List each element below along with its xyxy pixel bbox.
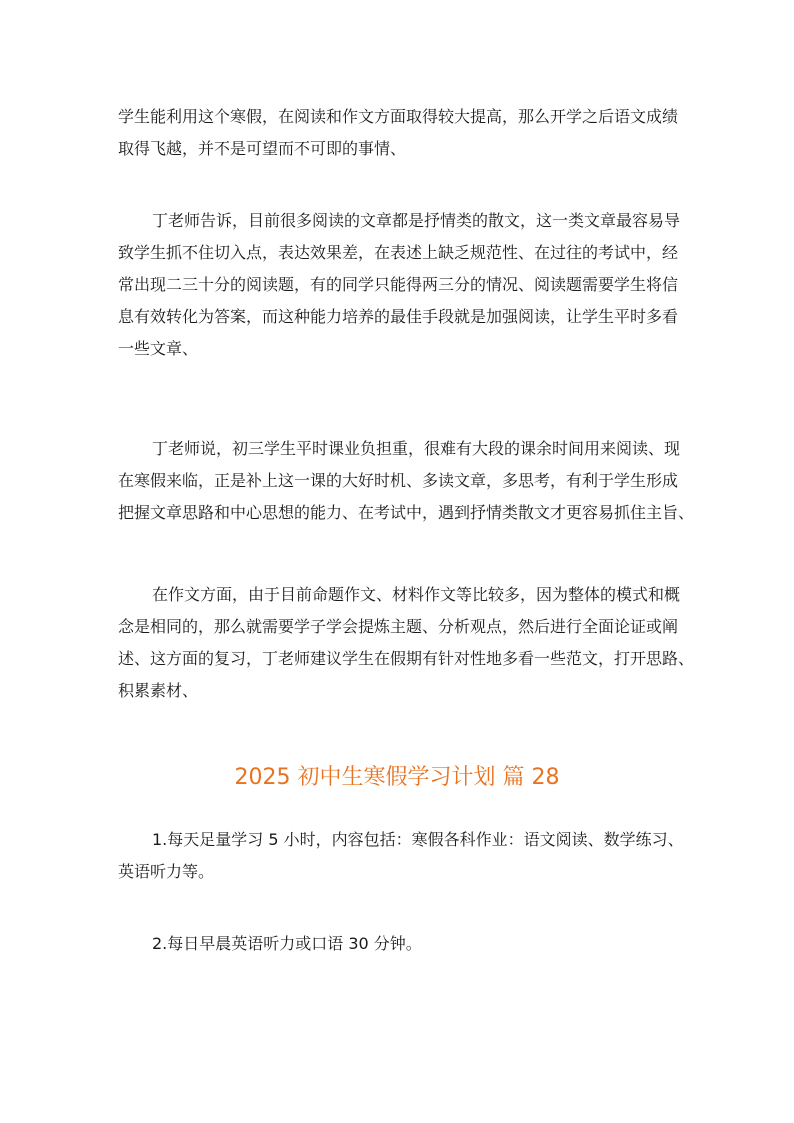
text-line: 在寒假来临，正是补上这一课的大好时机、多读文章，多思考，有利于学生形成 — [118, 471, 679, 490]
plan-item-1 — [118, 824, 684, 888]
text-line: 英语听力等。 — [118, 862, 215, 881]
text-line: 念是相同的，那么就需要学子学会提炼主题、分析观点，然后进行全面论证或阐 — [118, 617, 679, 636]
text-line: 丁老师告诉，目前很多阅读的文章都是抒情类的散文，这一类文章最容易导 — [152, 211, 681, 230]
text-line: 2.每日早晨英语听力或口语 30 分钟。 — [152, 934, 422, 953]
text-line: 息有效转化为答案，而这种能力培养的最佳手段就是加强阅读，让学生平时多看 — [118, 307, 679, 326]
paragraph-winter-break — [118, 433, 695, 529]
text-line: 1.每天足量学习 5 小时，内容包括：寒假各科作业：语文阅读、数学练习、 — [152, 830, 684, 849]
text-line: 致学生抓不住切入点，表达效果差，在表述上缺乏规范性、在过往的考试中，经 — [118, 243, 679, 262]
plan-item-2 — [118, 928, 680, 960]
text-line: 把握文章思路和中心思想的能力、在考试中，遇到抒情类散文才更容易抓住主旨、 — [118, 503, 695, 522]
text-line: 述、这方面的复习，丁老师建议学生在假期有针对性地多看一些范文，打开思路、 — [118, 649, 695, 668]
text-line: 一些文章、 — [118, 339, 199, 358]
text-line: 积累素材、 — [118, 681, 199, 700]
section-heading: 2025 初中生寒假学习计划 篇 28 — [234, 765, 560, 790]
text-line: 学生能利用这个寒假，在阅读和作文方面取得较大提高，那么开学之后语文成绩 — [118, 107, 679, 126]
text-line: 在作文方面，由于目前命题作文、材料作文等比较多，因为整体的模式和概 — [152, 585, 681, 604]
text-line: 取得飞越，并不是可望而不可即的事情、 — [118, 139, 407, 158]
paragraph-intro — [118, 101, 680, 165]
paragraph-reading — [118, 205, 680, 365]
text-line: 常出现二三十分的阅读题，有的同学只能得两三分的情况、阅读题需要学生将信 — [118, 275, 679, 294]
paragraph-composition — [118, 579, 695, 707]
text-line: 丁老师说，初三学生平时课业负担重，很难有大段的课余时间用来阅读、现 — [152, 439, 681, 458]
